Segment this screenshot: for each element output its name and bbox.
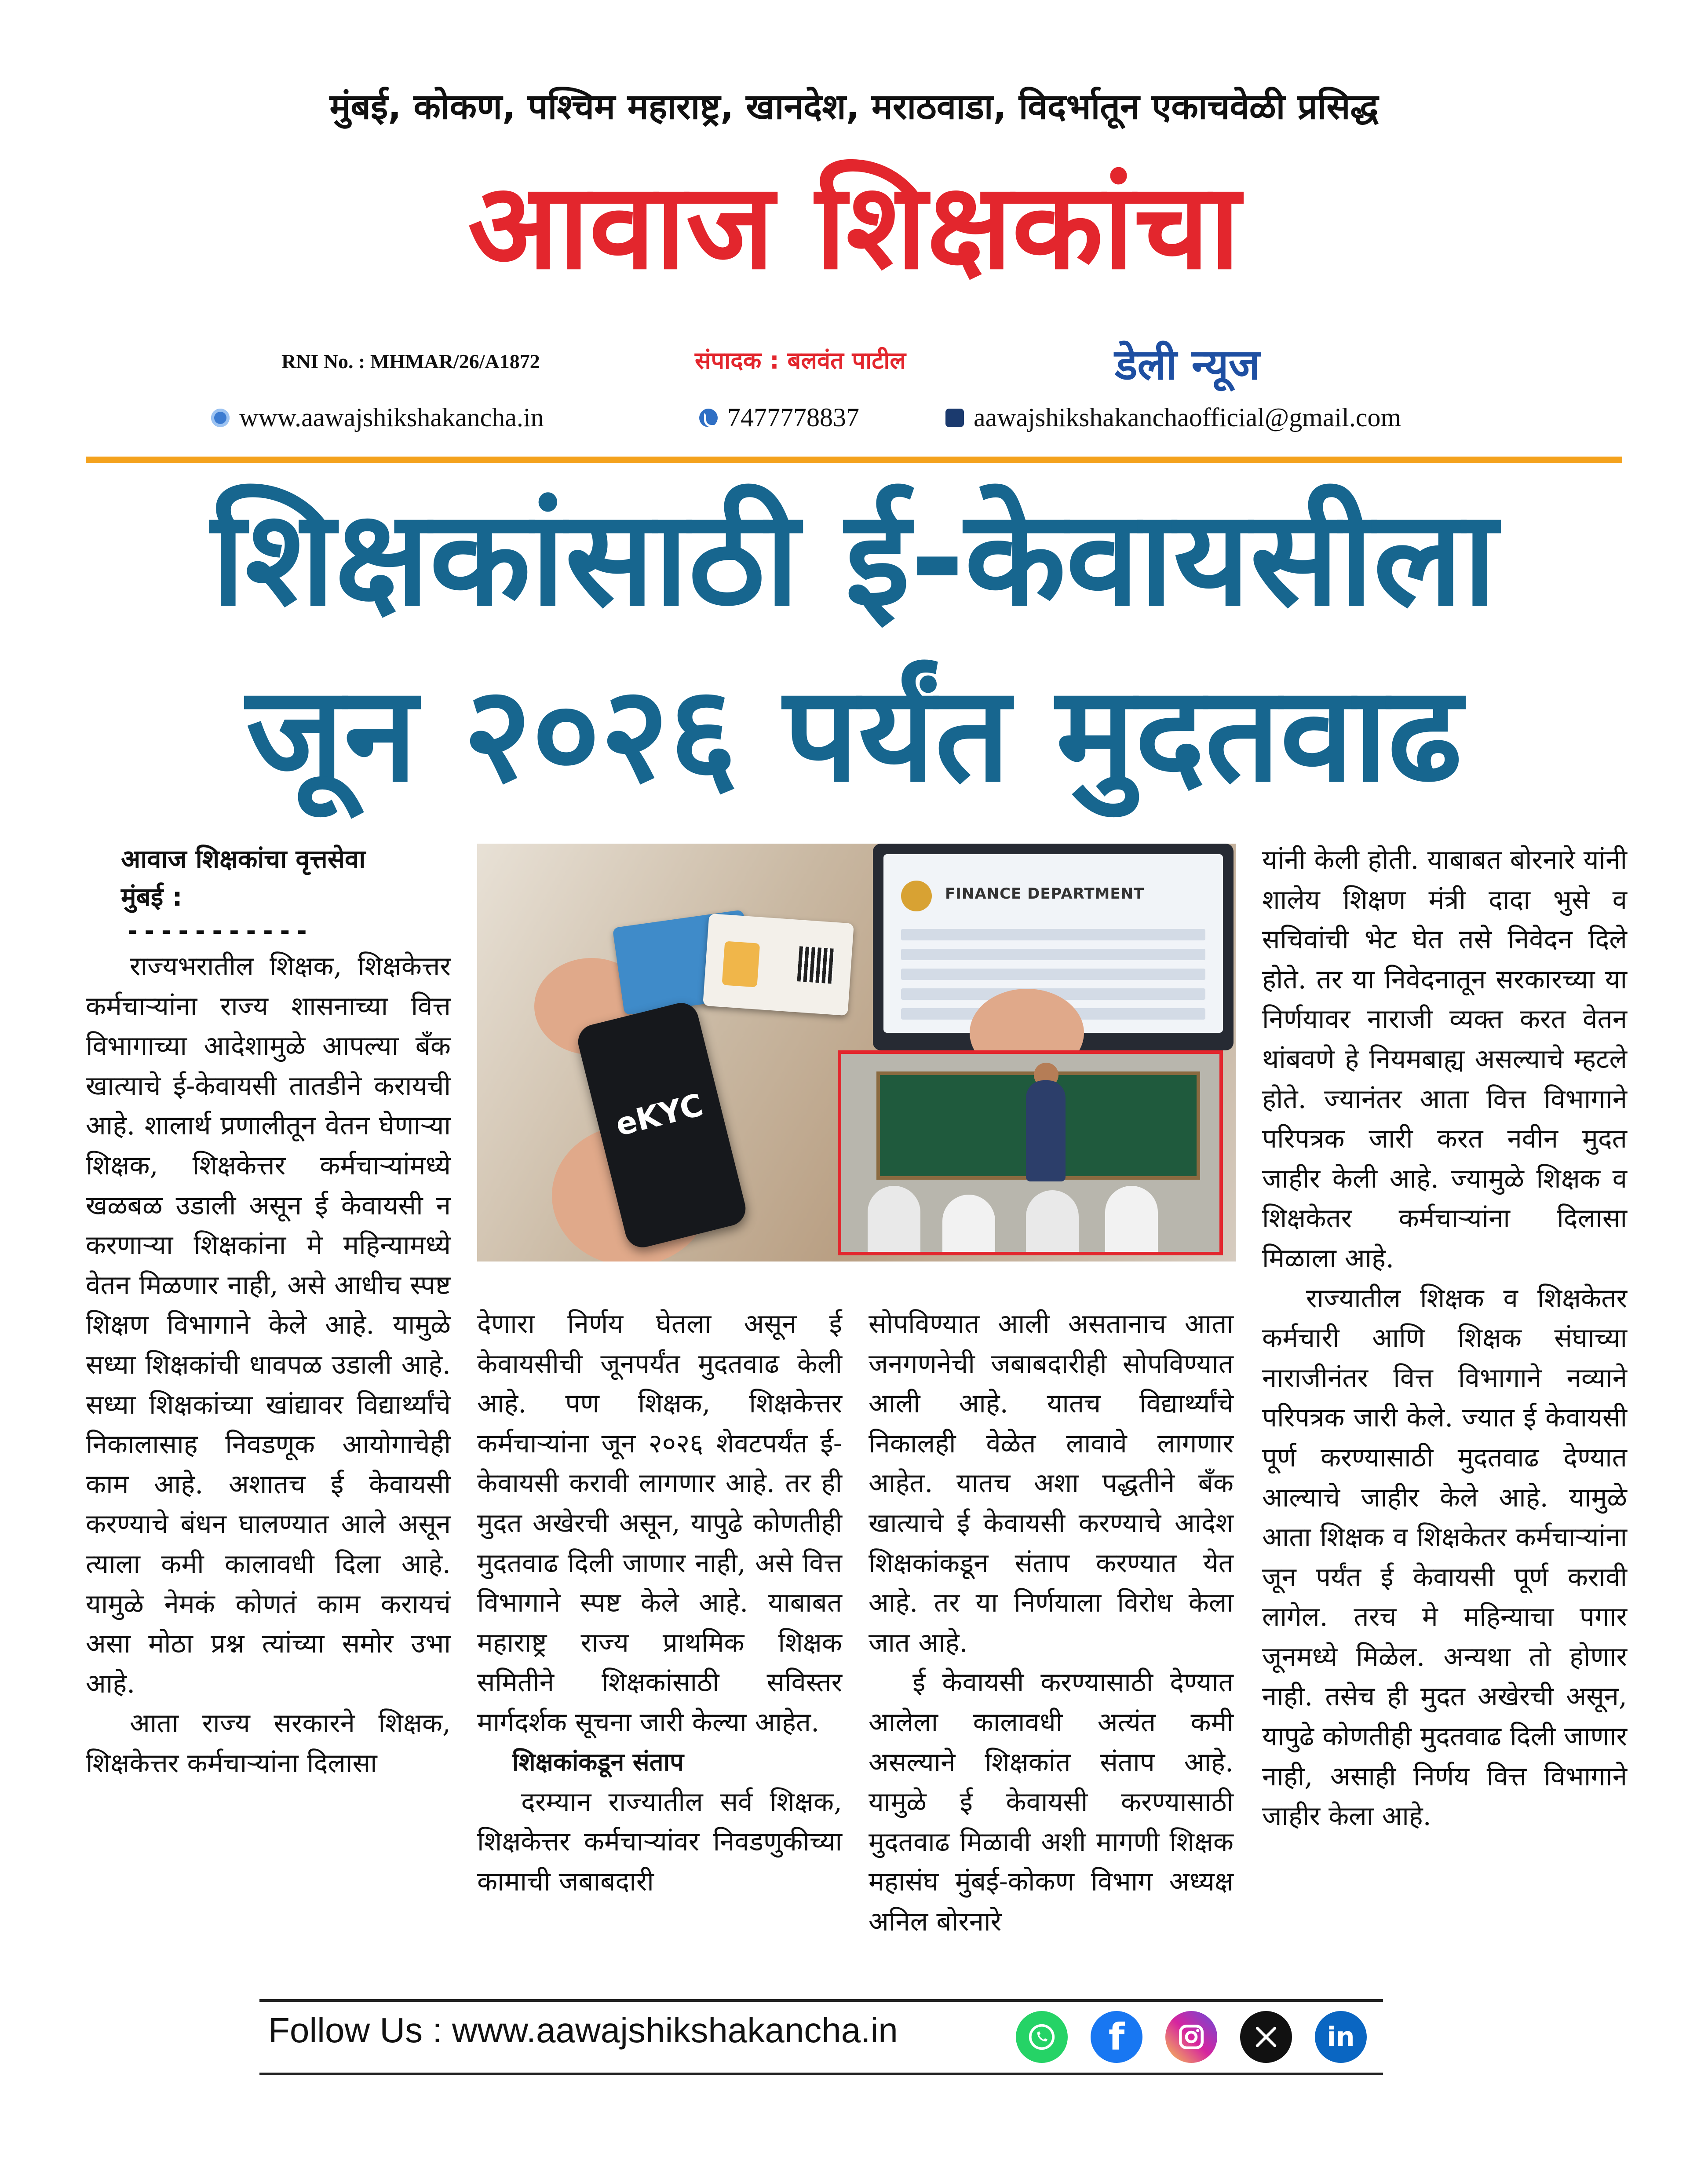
follow-us-text: Follow Us : www.aawajshikshakancha.in	[268, 2011, 898, 2050]
paragraph: राज्यातील शिक्षक व शिक्षकेतर कर्मचारी आणि शिक्षक संघाच्या नाराजीनंतर वित्त विभागाने नव्याने परिपत्रक जारी केले. ज्यात ई केवायसी पूर्ण करण्यासाठी मुदतवाढ देण्यात आल्याचे जाहीर केले आहे. यामुळे आता शिक्षक व शिक्षकेतर कर्मचाऱ्यांना जून पर्यंत ई केवायसी पूर्ण करावी लागेल. तरच मे महिन्याचा पगार जूनमध्ये मिळेल. अन्यथा तो होणार नाही. तसेच ही मुदत अखेरची असून, यापुढे कोणतीही मुदतवाढ दिली जाणार नाही, असाही निर्णय वित्त विभागाने जाहीर केला आहे.	[1262, 1283, 1627, 1832]
website-text: www.aawajshikshakancha.in	[239, 403, 544, 432]
rni-number: RNI No. : MHMAR/26/A1872	[281, 350, 540, 373]
footer-bottom-rule	[259, 2073, 1383, 2075]
editor-credit: संपादक : बलवंत पाटील	[695, 347, 906, 374]
edition-label: डेली न्यूज	[1115, 340, 1260, 389]
email-contact	[945, 402, 1401, 433]
phone-text: 7477778837	[727, 403, 859, 432]
paragraph: ई केवायसी करण्यासाठी देण्यात आलेला कालावधी अत्यंत कमी असल्याने शिक्षकांत संताप आहे. यामुळे ई केवायसी करण्यासाठी मुदतवाढ मिळावी अशी मागणी शिक्षक महासंघ मुंबई-कोकण विभाग अध्यक्ष अनिल बोरनारे	[869, 1667, 1234, 1937]
linkedin-icon[interactable]: in	[1315, 2011, 1367, 2063]
instagram-icon[interactable]	[1165, 2011, 1217, 2063]
paragraph: देणारा निर्णय घेतला असून ई केवायसीची जूनपर्यंत मुदतवाढ केली आहे. पण शिक्षक, शिक्षकेत्तर कर्मचाऱ्यांना जून २०२६ शेवटपर्यंत ई-केवायसी करावी लागणार आहे. तर ही मुदत अखेरची असून, यापुढे कोणतीही मुदतवाढ दिली जाणार नाही, असे वित्त विभागाने स्पष्ट केले आहे. याबाबत महाराष्ट्र राज्य प्राथमिक शिक्षक समितीने शिक्षकांसाठी सविस्तर मार्गदर्शक सूचना जारी केल्या आहेत.	[477, 1309, 842, 1738]
headline-line-2: जून २०२६ पर्यंत मुदतवाढ	[246, 658, 1462, 811]
byline-separator: -----------	[125, 917, 312, 945]
article-column-2	[477, 1304, 842, 1901]
paragraph: राज्यभरातील शिक्षक, शिक्षकेत्तर कर्मचाऱ्यांना राज्य शासनाच्या वित्त विभागाच्या आदेशामुळे आपल्या बँक खात्याचे ई-केवायसी तातडीने करायची आहे. शालार्थ प्रणालीतून वेतन घेणाऱ्या शिक्षक, शिक्षकेत्तर कर्मचाऱ्यांमध्ये खळबळ उडाली असून ई केवायसी न करणाऱ्या शिक्षकांना मे महिन्यामध्ये वेतन मिळणार नाही, असे आधीच स्पष्ट शिक्षण विभागाने केले आहे. यामुळे सध्या शिक्षकांची धावपळ उडाली आहे. सध्या शिक्षकांच्या खांद्यावर विद्यार्थ्यांचे निकालासाह निवडणूक आयोगाचेही काम आहे. अशातच ई केवायसी करण्याचे बंधन घालण्यात आले असून त्याला कमी कालावधी दिला आहे. यामुळे नेमकं कोणतं काम करायचं असा मोठा प्रश्न त्यांच्या समोर उभा आहे.	[86, 951, 451, 1699]
paragraph: दरम्यान राज्यातील सर्व शिक्षक, शिक्षकेत्तर कर्मचाऱ्यांवर निवडणुकीच्या कामाची जबाबदारी	[477, 1786, 842, 1897]
website-contact	[211, 402, 544, 433]
newspaper-title: आवाज शिक्षकांचा	[467, 157, 1241, 296]
phone-contact	[699, 402, 859, 433]
article-column-1	[86, 840, 451, 1783]
x-icon[interactable]	[1240, 2011, 1292, 2063]
globe-icon	[211, 409, 230, 427]
classroom-inset-photo	[838, 1050, 1223, 1255]
headline-line-1: शिक्षकांसाठी ई-केवायसीला	[211, 482, 1497, 635]
phone-screen-label: eKYC	[612, 1086, 707, 1143]
footer-top-rule	[259, 1999, 1383, 2002]
subheading: शिक्षकांकडून संताप	[512, 1748, 684, 1777]
byline-agency: आवाज शिक्षकांचा वृत्तसेवा	[121, 844, 366, 874]
facebook-icon[interactable]: f	[1091, 2011, 1142, 2063]
article-photo	[477, 844, 1236, 1261]
government-seal-icon	[901, 881, 932, 911]
masthead-tagline: मुंबई, कोकण, पश्चिम महाराष्ट्र, खानदेश, मराठवाडा, विदर्भातून एकाचवेळी प्रसिद्ध	[329, 86, 1379, 127]
paragraph: आता राज्य सरकारने शिक्षक, शिक्षकेत्तर कर्मचाऱ्यांना दिलासा	[86, 1708, 451, 1779]
article-column-3	[869, 1304, 1234, 1942]
email-icon	[945, 409, 964, 427]
paragraph: सोपविण्यात आली असतानाच आता जनगणनेची जबाबदारीही सोपविण्यात आली आहे. यातच विद्यार्थ्यांचे निकालही वेळेत लावावे लागणार आहेत. यातच अशा पद्धतीने बँक खात्याचे ई केवायसी करण्याचे आदेश शिक्षकांकडून संताप करण्यात येत आहे. तर या निर्णयाला विरोध केला जात आहे.	[869, 1309, 1234, 1658]
masthead-divider	[86, 457, 1622, 463]
email-text: aawajshikshakanchaofficial@gmail.com	[974, 403, 1401, 432]
aadhaar-card-icon	[703, 914, 854, 1016]
byline-dateline: मुंबई :	[121, 882, 182, 912]
paragraph: यांनी केली होती. याबाबत बोरनारे यांनी शालेय शिक्षण मंत्री दादा भुसे व सचिवांची भेट घेत तसे निवेदन दिले होते. तर या निवेदनातून सरकारच्या या निर्णयावर नाराजी व्यक्त करत वेतन थांबवणे हे नियमबाह्य असल्याचे म्हटले होते. ज्यानंतर आता वित्त विभागाने परिपत्रक जारी करत नवीन मुदत जाहीर केली आहे. ज्यामुळे शिक्षक व शिक्षकेतर कर्मचाऱ्यांना दिलासा मिळाला आहे.	[1262, 845, 1627, 1274]
screen-label: FINANCE DEPARTMENT	[945, 885, 1145, 903]
whatsapp-icon[interactable]	[1016, 2011, 1068, 2063]
phone-icon	[699, 409, 718, 427]
article-column-4	[1262, 840, 1627, 1836]
